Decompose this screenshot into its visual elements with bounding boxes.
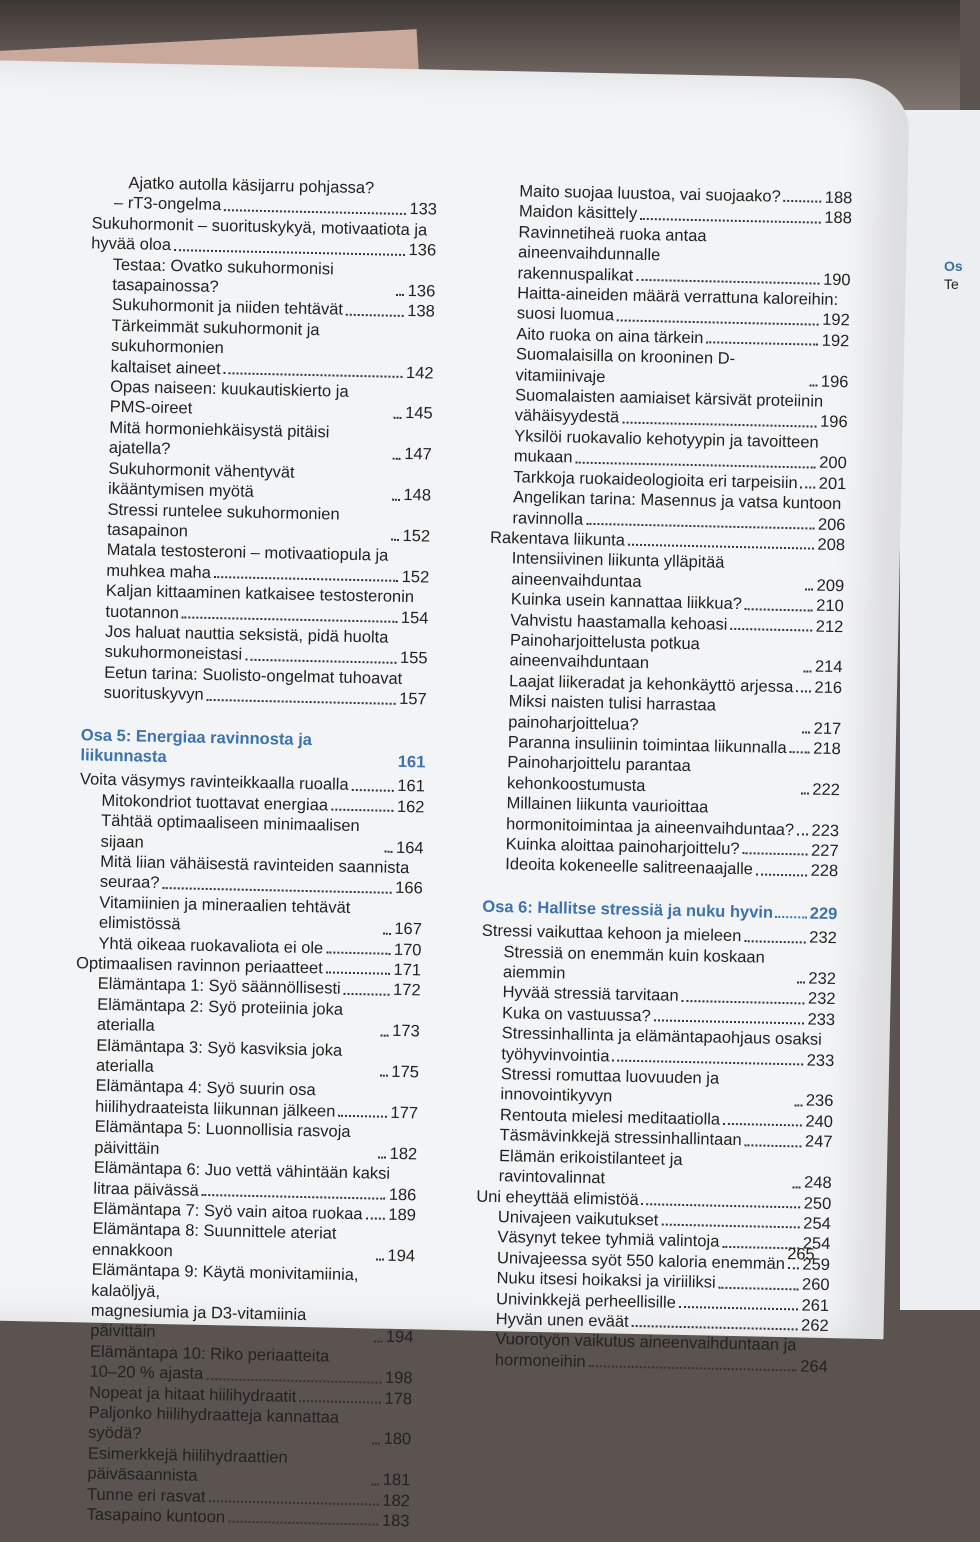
entry-page-number: 145 (405, 403, 433, 424)
entry-page-number: 182 (389, 1144, 417, 1165)
entry-title: seuraa? (100, 872, 160, 894)
dot-leader (789, 751, 810, 753)
entry-page-number: 232 (808, 969, 836, 990)
entry-page-number: 167 (394, 919, 422, 940)
entry-title: mukaan (514, 447, 573, 469)
book-page (0, 60, 910, 1339)
dot-leader (756, 873, 808, 876)
dot-leader (730, 628, 812, 632)
dot-leader (806, 589, 814, 591)
entry-title: Täsmävinkkejä stressinhallintaan (499, 1125, 741, 1150)
entry-page-number: 136 (408, 240, 436, 261)
toc-entry-line: Haitta-aineiden määrä verrattuna kaloreihin: (495, 283, 850, 311)
entry-title: Univinkkejä perheellisille (496, 1289, 676, 1313)
entry-page-number: 166 (395, 878, 423, 899)
entry-title: Esimerkkejä hiilihydraattien päiväsaannista (87, 1443, 369, 1490)
entry-title: magnesiumia ja D3-vitamiinia päivittäin (90, 1301, 372, 1348)
toc-entry-line: Angelikan tarina: Masennus ja vatsa kuntoon (491, 487, 846, 515)
entry-page-number: 171 (393, 960, 421, 981)
entry-page-number: 232 (808, 989, 836, 1010)
toc-entry (78, 810, 424, 858)
entry-page-number: 175 (391, 1062, 419, 1083)
dot-leader (575, 461, 816, 468)
toc-entry-line: Elämäntapa 9: Käytä monivitamiinia, kalaöljyä, (69, 1259, 415, 1307)
dot-leader (622, 421, 817, 427)
toc-entry (90, 254, 436, 302)
toc-entry-line: Millainen liikunta vaurioittaa (484, 793, 839, 821)
entry-page-number: 188 (825, 188, 853, 209)
dot-leader (617, 319, 819, 325)
toc-entry (74, 1035, 420, 1083)
entry-page-number: 138 (407, 301, 435, 322)
entry-page-number: 178 (384, 1388, 412, 1409)
toc-entry (68, 1300, 414, 1348)
dot-leader (326, 951, 391, 954)
toc-entry-line: Sukuhormonit – suorituskykyä, motivaatiota ja (91, 213, 436, 241)
entry-title: Elämäntapa 3: Syö kasviksia joka aterialla (96, 1035, 378, 1082)
toc-entry (87, 417, 433, 465)
entry-title: Väsynyt tekee tyhmiä valintoja (497, 1227, 719, 1252)
toc-entry-line: Elämäntapa 4: Syö suurin osa (73, 1076, 418, 1104)
dot-leader (182, 616, 398, 623)
dot-leader (804, 670, 812, 672)
entry-title: työhyvinvointia (501, 1044, 610, 1067)
entry-title: Elämäntapa 5: Luonnollisia rasvoja päivittäin (94, 1117, 376, 1164)
entry-page-number: 214 (815, 657, 843, 678)
dot-leader (719, 1286, 799, 1290)
entry-page-number: 210 (816, 596, 844, 617)
entry-page-number: 209 (816, 575, 844, 596)
entry-title: Opas naiseen: kuukautiskierto ja PMS-oireet (110, 377, 392, 424)
dot-leader (642, 1203, 801, 1208)
toc-entry-line: Suomalaisten aamiaiset kärsivät proteiinin (493, 385, 848, 413)
section-page-number: 161 (398, 752, 426, 773)
dot-leader (375, 1340, 383, 1342)
entry-title: Stressi runtelee sukuhormonien tasapainon (107, 499, 389, 546)
dot-leader (344, 993, 390, 996)
dot-leader (589, 1365, 798, 1371)
toc-section-heading (80, 725, 426, 773)
dot-leader (803, 731, 811, 733)
entry-title: Kuka on vastuussa? (502, 1003, 651, 1027)
entry-title: sukuhormoneistasi (104, 642, 242, 665)
entry-page-number: 172 (393, 980, 421, 1001)
entry-page-number: 254 (803, 1213, 831, 1234)
entry-title: Suomalaisilla on krooninen D-vitamiinivaje (515, 345, 807, 392)
entry-title: Intensiivinen liikunta ylläpitää aineenvaihduntaa (511, 549, 803, 596)
entry-title: Maito suojaa luustoa, vai suojaako? (519, 181, 781, 207)
entry-title: Paljonko hiilihydraatteja kannattaa syödä? (88, 1403, 370, 1450)
entry-title: Elämäntapa 7: Syö vain aitoa ruokaa (93, 1199, 363, 1225)
entry-title: suorituskyvyn (104, 683, 204, 705)
entry-title: Kuinka aloittaa painoharjoittelu? (505, 834, 739, 859)
entry-page-number: 260 (802, 1275, 830, 1296)
entry-title: Painoharjoittelusta potkua aineenvaihduntaan (509, 630, 801, 677)
entry-title: Nopeat ja hitaat hiilihydraatit (89, 1382, 297, 1407)
entry-title: Sukuhormonit ja niiden tehtävät (112, 295, 344, 320)
entry-page-number: 259 (802, 1254, 830, 1275)
entry-page-number: 173 (392, 1021, 420, 1042)
dot-leader (745, 1144, 802, 1147)
entry-title: rakennuspalikat (517, 263, 633, 286)
entry-title: Elämän erikoistilanteet ja ravintovalinnat (499, 1146, 791, 1193)
dot-leader (661, 1224, 800, 1229)
entry-page-number: 227 (811, 841, 839, 862)
entry-title: hormoneihin (495, 1350, 586, 1372)
dot-leader (394, 417, 402, 419)
dot-leader (744, 940, 806, 943)
entry-title: – rT3-ongelma (114, 193, 222, 216)
dot-leader (326, 972, 391, 975)
dot-leader (795, 1104, 803, 1106)
entry-title: hormonitoimintaa ja aineenvaihduntaa? (506, 814, 794, 840)
entry-title: ravinnolla (512, 508, 583, 530)
entry-page-number: 162 (397, 797, 425, 818)
entry-title: kaltaiset aineet (110, 356, 220, 379)
entry-page-number: 182 (382, 1490, 410, 1511)
entry-page-number: 264 (800, 1356, 828, 1377)
entry-page-number: 142 (406, 363, 434, 384)
entry-page-number: 181 (383, 1470, 411, 1491)
toc-entry-line: Kaljan kittaaminen katkaisee testosteronin (84, 580, 429, 608)
toc-entry (75, 994, 421, 1042)
entry-title: Tarkkoja ruokaideologioita eri tarpeisiin (513, 467, 798, 493)
dot-leader (723, 1123, 802, 1127)
entry-page-number: 157 (399, 689, 427, 710)
entry-title: vähäisyydestä (514, 406, 619, 429)
entry-title: Paranna insuliinin toimintaa liikunnalla (508, 732, 787, 758)
entry-title: Yhtä oikeaa ruokavaliota ei ole (98, 933, 323, 958)
toc-entry-line: Yksilöi ruokavalio kehotyypin ja tavoitteen (492, 426, 847, 454)
dot-leader (346, 314, 404, 317)
dot-leader (202, 1194, 386, 1200)
dot-leader (679, 1306, 799, 1311)
entry-page-number: 212 (816, 616, 844, 637)
toc-entry-line: Eetun tarina: Suolisto-ongelmat tuhoavat (82, 662, 427, 690)
entry-title: Univajeessa syöt 550 kaloria enemmän (497, 1248, 785, 1274)
entry-title: 10–20 % ajasta (89, 1362, 203, 1385)
entry-title: Kuinka usein kannattaa liikkua? (511, 589, 743, 614)
entry-page-number: 233 (807, 1009, 835, 1030)
section-title: Osa 6: Hallitse stressiä ja nuku hyvin (482, 897, 773, 923)
toc-entry (77, 892, 423, 940)
toc-column-right (473, 181, 853, 1377)
dot-leader (682, 1000, 805, 1005)
entry-page-number: 183 (382, 1511, 410, 1532)
dot-leader (338, 1115, 387, 1118)
entry-page-number: 192 (822, 331, 850, 352)
dot-leader (612, 1060, 803, 1066)
dot-leader (373, 1442, 381, 1444)
dot-leader (365, 1218, 385, 1220)
dot-leader (745, 608, 813, 611)
dot-leader (392, 498, 400, 500)
dot-leader (391, 539, 399, 541)
entry-title: Tasapaino kuntoon (86, 1505, 225, 1528)
dot-leader (636, 279, 820, 285)
toc-entry-line: Vuorotyön vaikutus aineenvaihduntaan ja (473, 1329, 828, 1357)
entry-page-number: 154 (401, 607, 429, 628)
dot-leader (796, 690, 811, 692)
trailing-page-number: 265 (787, 1245, 815, 1265)
adjacent-page (900, 110, 980, 1310)
dot-leader (742, 853, 808, 856)
dot-leader (379, 1157, 387, 1159)
dot-leader (397, 294, 405, 296)
entry-title: Elämäntapa 1: Syö säännöllisesti (97, 974, 340, 999)
toc-entry (66, 1402, 412, 1450)
dot-leader (208, 1500, 379, 1506)
dot-leader (206, 1378, 382, 1384)
entry-title: Rentouta mielesi meditaatiolla (500, 1105, 721, 1130)
dot-leader (224, 209, 406, 215)
dot-leader (351, 789, 394, 792)
entry-page-number: 232 (809, 928, 837, 949)
dot-leader (228, 1521, 379, 1526)
entry-title: Hyvää stressiä tarvitaan (502, 983, 678, 1007)
dot-leader (793, 1186, 801, 1188)
dot-leader (174, 249, 406, 256)
dot-leader (775, 916, 808, 919)
toc-entry-line: Jos haluat nauttia seksistä, pidä huolta (83, 621, 428, 649)
next-page-fragment: Te (944, 276, 959, 292)
entry-page-number: 247 (805, 1132, 833, 1153)
entry-page-number: 194 (387, 1246, 415, 1267)
entry-title: Painoharjoittelu parantaa kehonkoostumusta (507, 753, 799, 800)
section-page-number: 229 (810, 903, 838, 924)
toc-section-heading (482, 897, 837, 925)
entry-page-number: 148 (403, 485, 431, 506)
dot-leader (640, 218, 821, 224)
toc-entry-line: Elämäntapa 6: Juo vettä vähintään kaksi (72, 1157, 417, 1185)
entry-title: hyvää oloa (91, 234, 171, 256)
dot-leader (784, 200, 822, 203)
entry-page-number: 240 (805, 1111, 833, 1132)
entry-title: Hyvän unen eväät (496, 1309, 629, 1332)
dot-leader (706, 342, 818, 346)
entry-page-number: 147 (404, 444, 432, 465)
toc-column-left (64, 172, 437, 1531)
entry-page-number: 201 (819, 473, 847, 494)
dot-leader (380, 1075, 388, 1077)
entry-title: Optimaalisen ravinnon periaatteet (76, 953, 323, 979)
entry-title: Elämäntapa 8: Suunnittele ateriat ennakkoon (92, 1219, 374, 1266)
entry-page-number: 198 (385, 1368, 413, 1389)
entry-page-number: 189 (388, 1205, 416, 1226)
entry-page-number: 200 (819, 453, 847, 474)
entry-page-number: 236 (806, 1091, 834, 1112)
entry-page-number: 208 (817, 535, 845, 556)
entry-page-number: 177 (390, 1103, 418, 1124)
entry-title: Stressi vaikuttaa kehoon ja mieleen (482, 921, 742, 947)
entry-title: tuotannon (105, 601, 179, 623)
dot-leader (797, 833, 808, 835)
dot-leader (385, 851, 393, 853)
entry-page-number: 186 (389, 1184, 417, 1205)
dot-leader (628, 544, 815, 550)
entry-title: Sukuhormonit vähentyvät ikääntymisen myötä (108, 458, 390, 505)
entry-title: Voita väsymys ravinteikkaalla ruoalla (80, 770, 349, 796)
entry-title: Testaa: Ovatko sukuhormonisi tasapainossa? (112, 254, 394, 301)
entry-page-number: 218 (813, 739, 841, 760)
dot-leader (654, 1020, 805, 1025)
entry-title: Miksi naisten tulisi harrastaa painoharjoittelua? (508, 691, 800, 738)
dot-leader (801, 793, 809, 795)
entry-page-number: 206 (818, 514, 846, 535)
entry-page-number: 133 (409, 199, 437, 220)
toc-entry-line: Ajatko autolla käsijarru pohjassa? (92, 172, 437, 200)
entry-title: Elämäntapa 2: Syö proteiinia joka aterialla (97, 995, 379, 1042)
dot-leader (632, 1325, 798, 1330)
toc-entry (65, 1443, 411, 1491)
entry-page-number: 222 (812, 779, 840, 800)
dot-leader (245, 658, 397, 663)
entry-page-number: 136 (408, 281, 436, 302)
dot-leader (224, 372, 403, 378)
dot-leader (381, 1034, 389, 1036)
entry-page-number: 192 (822, 310, 850, 331)
entry-page-number: 217 (813, 718, 841, 739)
entry-title: Mitä hormoniehkäisystä pitäisi ajatella? (109, 418, 391, 465)
entry-title: Stressi romuttaa luovuuden ja innovointikyvyn (500, 1064, 792, 1111)
entry-page-number: 188 (824, 208, 852, 229)
entry-page-number: 261 (801, 1295, 829, 1316)
entry-title: hiilihydraateista liikunnan jälkeen (95, 1097, 336, 1122)
dot-leader (797, 982, 805, 984)
entry-page-number: 194 (386, 1327, 414, 1348)
entry-title: Tunne eri rasvat (87, 1484, 206, 1507)
entry-page-number: 248 (804, 1173, 832, 1194)
entry-title: Rakentava liikunta (490, 528, 625, 551)
entry-page-number: 223 (811, 820, 839, 841)
entry-title: muhkea maha (106, 560, 211, 583)
dot-leader (376, 1259, 384, 1261)
dot-leader (162, 887, 392, 894)
entry-title: Ideoita kokeneelle salitreenaajalle (505, 855, 753, 881)
entry-page-number: 155 (400, 648, 428, 669)
entry-title: Univajeen vaikutukset (498, 1207, 659, 1231)
dot-leader (299, 1400, 381, 1404)
entry-title: Stressiä on enemmän kuin koskaan aiemmin (503, 942, 795, 989)
toc-entry (88, 376, 434, 424)
entry-title: Tähtää optimaaliseen minimaalisen sijaan (100, 811, 382, 858)
entry-page-number: 250 (803, 1193, 831, 1214)
dot-leader (214, 576, 399, 582)
toc-entry (86, 458, 432, 506)
entry-title: Vahvistu haastamalla kehoasi (510, 610, 727, 635)
entry-page-number: 170 (394, 939, 422, 960)
entry-title: litraa päivässä (93, 1178, 199, 1201)
dot-leader (393, 457, 401, 459)
dot-leader (586, 523, 815, 530)
entry-page-number: 164 (396, 837, 424, 858)
dot-leader (801, 486, 816, 488)
toc-entry (85, 499, 431, 547)
dot-leader (372, 1483, 380, 1485)
entry-page-number: 152 (402, 567, 430, 588)
toc-entry (72, 1116, 418, 1164)
entry-title: Vitamiinien ja mineraalien tehtävät elimistössä (99, 892, 381, 939)
entry-title: Nuku itsesi hoikaksi ja viriiliksi (496, 1268, 716, 1293)
entry-title: Uni eheyttää elimistöä (476, 1186, 639, 1210)
dot-leader (331, 809, 394, 812)
entry-page-number: 180 (383, 1429, 411, 1450)
toc-entry-line: Elämäntapa 10: Riko periaatteita (68, 1341, 413, 1369)
entry-page-number: 190 (823, 269, 851, 290)
entry-title: Aito ruoka on aina tärkein (516, 324, 704, 348)
toc-entry-line: Tärkeimmät sukuhormonit ja sukuhormonien (89, 315, 435, 363)
entry-title: Mitokondriot tuottavat energiaa (101, 790, 328, 815)
entry-title: Maidon käsittely (519, 202, 638, 225)
toc-entry-line: Stressinhallinta ja elämäntapaohjaus osaksi (480, 1023, 835, 1051)
toc-entry (70, 1218, 416, 1266)
entry-page-number: 161 (397, 776, 425, 797)
entry-page-number: 196 (821, 371, 849, 392)
entry-page-number: 233 (806, 1050, 834, 1071)
toc-entry-line: Ravinnetiheä ruoka antaa aineenvaihdunnalle (496, 222, 852, 270)
dot-leader (810, 385, 818, 387)
entry-page-number: 254 (803, 1234, 831, 1255)
dot-leader (207, 698, 397, 704)
toc-entry-line: Mitä liian vähäisestä ravinteiden saannista (78, 851, 423, 879)
entry-page-number: 262 (801, 1315, 829, 1336)
entry-title: suosi luomua (517, 304, 615, 326)
section-title: Osa 5: Energiaa ravinnosta ja liikunnasta (80, 725, 394, 772)
entry-page-number: 228 (810, 861, 838, 882)
entry-page-number: 152 (402, 526, 430, 547)
toc-entry-line: Matala testosteroni – motivaatiopula ja (85, 540, 430, 568)
entry-title: Laajat liikeradat ja kehonkäyttö arjessa (509, 671, 794, 697)
dot-leader (383, 932, 391, 934)
entry-page-number: 216 (814, 677, 842, 698)
dot-leader (788, 1267, 800, 1269)
entry-page-number: 196 (820, 412, 848, 433)
next-page-fragment: Os (944, 258, 963, 274)
